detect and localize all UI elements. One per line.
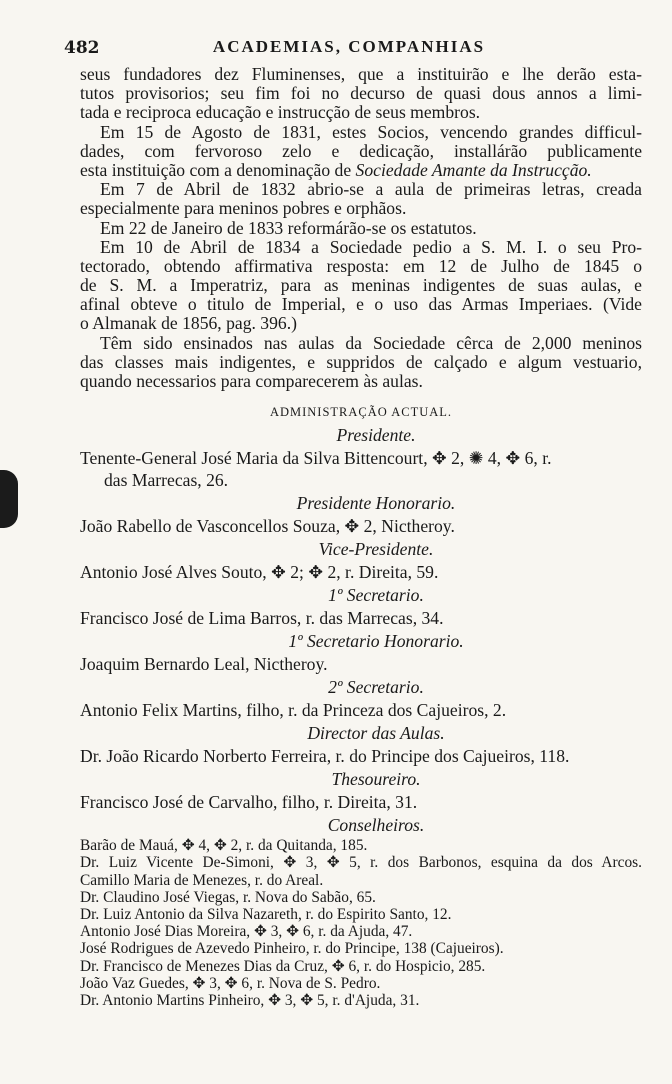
councillor-entry: Dr. Claudino José Viegas, r. Nova do Sabão, 65. — [80, 888, 376, 906]
society-name: Sociedade Amante da Instrucção. — [355, 159, 592, 180]
text-line: de S. M. a Imperatriz, para as meninas indigentes de suas aulas, e — [80, 275, 642, 296]
officer-entry: Tenente-General José Maria da Silva Bittencourt, ✥ 2, ✺ 4, ✥ 6, r. — [80, 448, 552, 469]
text-line — [80, 161, 642, 180]
officer-entry: Francisco José de Carvalho, filho, r. Direita, 31. — [80, 792, 418, 813]
councillor-entry: Camillo Maria de Menezes, r. do Areal. — [80, 871, 324, 889]
role-title: 1º Secretario Honorario. — [288, 631, 464, 652]
text-line: tectorado, obtendo affirmativa resposta: em 12 de Julho de 1845 o — [80, 255, 642, 276]
text-line: quando necessarios para comparecerem às aulas. — [80, 371, 423, 391]
running-title: ACADEMIAS, COMPANHIAS — [212, 37, 486, 56]
role-title: Presidente Honorario. — [296, 493, 456, 514]
councillor-entry: José Rodrigues de Azevedo Pinheiro, r. do Principe, 138 (Cajueiros). — [80, 940, 504, 958]
councillor-entry: Dr. Francisco de Menezes Dias da Cruz, ✥ 6, r. do Hospicio, 285. — [80, 957, 486, 975]
role-title: 1º Secretario. — [328, 585, 424, 606]
officer-entry: Francisco José de Lima Barros, r. das Marrecas, 34. — [80, 608, 444, 629]
councillor-entry: Antonio José Dias Moreira, ✥ 3, ✥ 6, r. da Ajuda, 47. — [80, 923, 413, 941]
officer-entry: Antonio José Alves Souto, ✥ 2; ✥ 2, r. Direita, 59. — [80, 562, 439, 583]
text-line: Em 15 de Agosto de 1831, estes Socios, vencendo grandes difficul- — [100, 121, 642, 142]
councillors-list — [80, 837, 642, 1009]
officer-entry: Dr. João Ricardo Norberto Ferreira, r. do Principe dos Cajueiros, 118. — [80, 746, 570, 767]
role-title: Conselheiros. — [327, 815, 425, 836]
text-line: dades, com fervoroso zelo e dedicação, installárão publicamente — [80, 140, 642, 161]
page-header — [64, 34, 634, 62]
text-line: Têm sido ensinados nas aulas da Sociedade cêrca de 2,000 meninos — [100, 332, 642, 353]
officer-entry: Joaquim Bernardo Leal, Nictheroy. — [80, 654, 328, 675]
text-line: afinal obteve o titulo de Imperial, e o uso das Armas Imperiaes. (Vide — [80, 294, 642, 315]
text-line: das classes mais indigentes, e suppridos de calçado e algum vestuario, — [80, 351, 642, 372]
text-line: Em 7 de Abril de 1832 abrio-se a aula de primeiras letras, creada — [100, 179, 642, 200]
officer-entry-continued: das Marrecas, 26. — [104, 470, 229, 491]
text-line: Em 10 de Abril de 1834 a Sociedade pedio a S. M. I. o seu Pro- — [100, 236, 642, 257]
intro-text — [80, 65, 642, 391]
councillor-entry: Barão de Mauá, ✥ 4, ✥ 2, r. da Quitanda, 185. — [80, 837, 368, 855]
page-number: 482 — [64, 38, 100, 58]
text-line: especialmente para meninos pobres e orphãos. — [80, 198, 407, 219]
ink-blot — [0, 470, 18, 528]
officer-entry: Antonio Felix Martins, filho, r. da Princeza dos Cajueiros, 2. — [80, 700, 507, 721]
text-line: tutos provisorios; seu fim foi no decurso de quasi dous annos a limi- — [80, 83, 642, 104]
section-title: ADMINISTRAÇÃO ACTUAL. — [269, 405, 453, 420]
text-line: Em 22 de Janeiro de 1833 reformárão-se os estatutos. — [100, 217, 477, 238]
role-title: Presidente. — [336, 425, 416, 446]
text-line: tada e reciproca educação e instrucção de seus membros. — [80, 102, 481, 123]
councillor-entry: Dr. Luiz Vicente De-Simoni, ✥ 3, ✥ 5, r. dos Barbonos, esquina da dos Arcos. — [80, 854, 642, 872]
page-body — [80, 65, 642, 1009]
text-run: esta instituição com a denominação de — [80, 159, 356, 180]
text-line: o Almanak de 1856, pag. 396.) — [80, 313, 297, 334]
councillor-entry: Dr. Antonio Martins Pinheiro, ✥ 3, ✥ 5, r. d'Ajuda, 31. — [80, 991, 420, 1009]
role-title: 2º Secretario. — [328, 677, 424, 698]
councillor-entry: Dr. Luiz Antonio da Silva Nazareth, r. do Espirito Santo, 12. — [80, 905, 452, 923]
text-line: seus fundadores dez Fluminenses, que a instituirão e lhe derão esta- — [80, 64, 642, 84]
officers-list — [80, 423, 642, 813]
officer-entry: João Rabello de Vasconcellos Souza, ✥ 2, Nictheroy. — [80, 516, 455, 537]
role-title: Thesoureiro. — [331, 769, 421, 790]
role-title: Director das Aulas. — [307, 723, 445, 744]
role-title: Vice-Presidente. — [318, 539, 434, 560]
councillor-entry: João Vaz Guedes, ✥ 3, ✥ 6, r. Nova de S. Pedro. — [80, 974, 381, 992]
